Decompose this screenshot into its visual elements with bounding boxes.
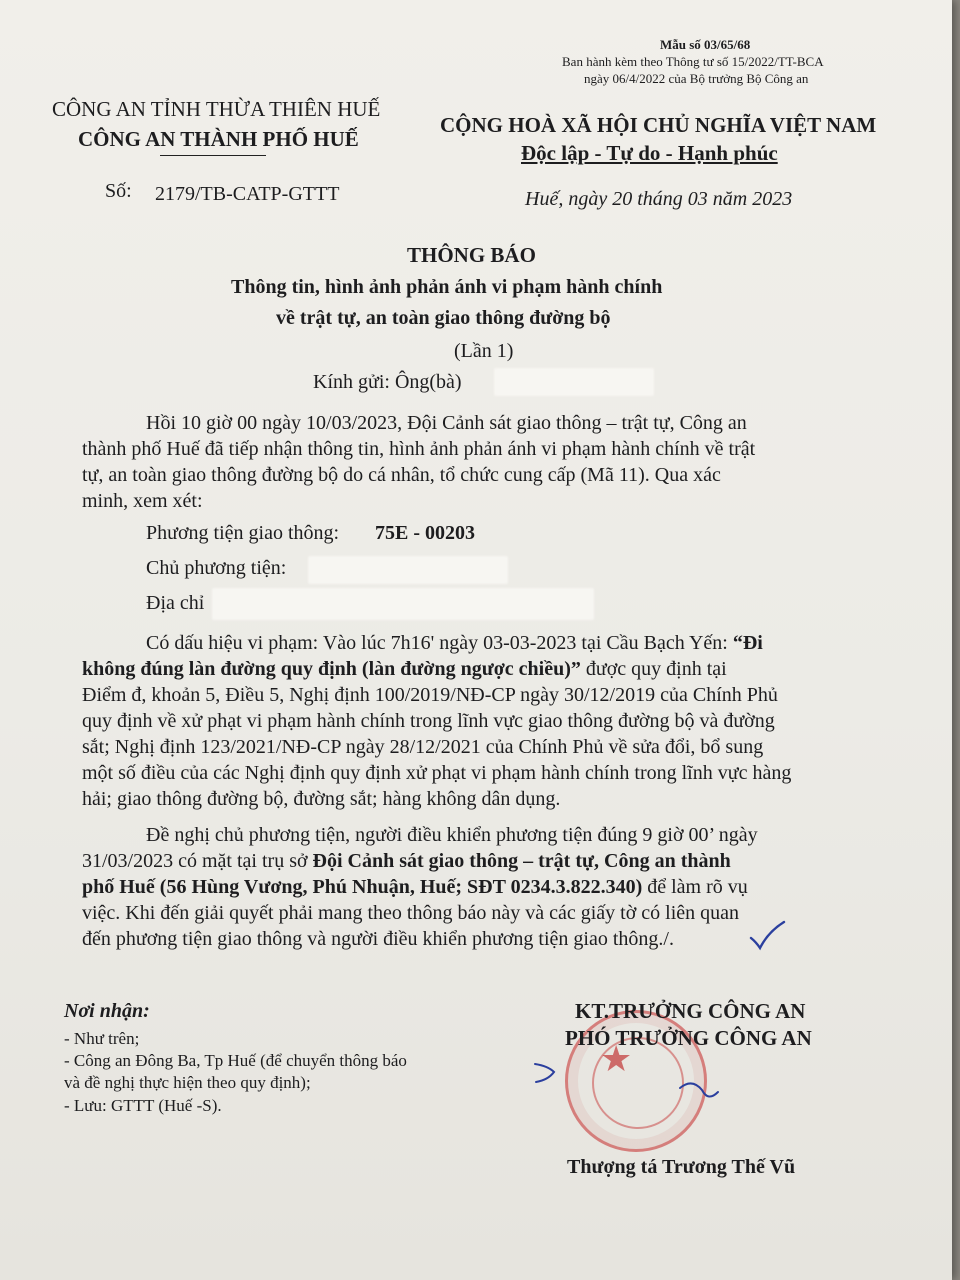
signer-name: Thượng tá Trương Thế Vũ [567, 1156, 796, 1178]
official-seal-icon: ★ [565, 1010, 707, 1152]
pen-check-mark-icon [748, 918, 788, 952]
form-issued-line1: Ban hành kèm theo Thông tư số 15/2022/TT-BCA [562, 54, 824, 69]
request-line-3: phố Huế (56 Hùng Vương, Phú Nhuận, Huế; SĐT 0234.3.822.340) để làm rõ vụ [82, 876, 748, 898]
recipients-title: Nơi nhận: [64, 1000, 150, 1022]
violation-line-7: hải; giao thông đường bộ, đường sắt; hàng không dân dụng. [82, 788, 561, 810]
violation-line-3: Điểm đ, khoản 5, Điều 5, Nghị định 100/2019/NĐ-CP ngày 30/12/2019 của Chính Phủ [82, 684, 778, 706]
owner-label: Chủ phương tiện: [146, 557, 287, 579]
redacted-owner [308, 556, 508, 584]
vehicle-plate: 75E - 00203 [375, 522, 475, 544]
doc-round: (Lần 1) [454, 340, 514, 362]
request-line-2: 31/03/2023 có mặt tại trụ sở Đội Cảnh sát giao thông – trật tự, Công an thành [82, 850, 731, 872]
form-number: Mẫu số 03/65/68 [660, 37, 751, 52]
agency-underline [160, 155, 266, 156]
vehicle-label: Phương tiện giao thông: [146, 522, 340, 544]
nation-name: CỘNG HOÀ XÃ HỘI CHỦ NGHĨA VIỆT NAM [440, 113, 877, 137]
recipients-item-3: và đề nghị thực hiện theo quy định); [64, 1073, 311, 1092]
intro-line-2: thành phố Huế đã tiếp nhận thông tin, hình ảnh phản ánh vi phạm hành chính về trật [82, 438, 756, 460]
agency-parent: CÔNG AN TỈNH THỪA THIÊN HUẾ [52, 97, 381, 121]
intro-line-3: tự, an toàn giao thông đường bộ do cá nhân, tổ chức cung cấp (Mã 11). Qua xác [82, 464, 721, 486]
request-line-1: Đề nghị chủ phương tiện, người điều khiển phương tiện đúng 9 giờ 00’ ngày [146, 824, 758, 846]
redacted-address [212, 588, 594, 620]
recipients-item-2: - Công an Đông Ba, Tp Huế (để chuyển thông báo [64, 1051, 407, 1070]
doc-subtitle-2: về trật tự, an toàn giao thông đường bộ [276, 307, 611, 329]
violation-line-6: một số điều của các Nghị định quy định xử phạt vi phạm hành chính trong lĩnh vực hàng [82, 762, 792, 784]
doc-subtitle-1: Thông tin, hình ảnh phản ánh vi phạm hành chính [231, 276, 663, 298]
recipients-item-4: - Lưu: GTTT (Huế -S). [64, 1096, 222, 1115]
place-date: Huế, ngày 20 tháng 03 năm 2023 [525, 188, 793, 210]
request-line-4: việc. Khi đến giải quyết phải mang theo thông báo này và các giấy tờ có liên quan [82, 902, 740, 924]
intro-line-4: minh, xem xét: [82, 490, 203, 512]
request-line-5: đến phương tiện giao thông và người điều khiển phương tiện giao thông./. [82, 928, 674, 950]
signature-role-1: KT.TRƯỞNG CÔNG AN [575, 999, 806, 1023]
violation-line-2: không đúng làn đường quy định (làn đường ngược chiều)” được quy định tại [82, 658, 727, 680]
doc-number: 2179/TB-CATP-GTTT [155, 183, 340, 205]
nation-motto: Độc lập - Tự do - Hạnh phúc [521, 141, 778, 165]
form-issued-line2: ngày 06/4/2022 của Bộ trưởng Bộ Công an [584, 71, 809, 86]
intro-line-1: Hồi 10 giờ 00 ngày 10/03/2023, Đội Cảnh sát giao thông – trật tự, Công an [146, 412, 747, 434]
signature-role-2: PHÓ TRƯỞNG CÔNG AN [565, 1026, 812, 1050]
redacted-recipient [494, 368, 654, 396]
violation-line-4: quy định về xử phạt vi phạm hành chính trong lĩnh vực giao thông đường bộ và đường [82, 710, 775, 732]
recipients-item-1: - Như trên; [64, 1029, 140, 1048]
violation-line-5: sắt; Nghị định 123/2021/NĐ-CP ngày 28/12/2021 của Chính Phủ về sửa đổi, bổ sung [82, 736, 764, 758]
handwritten-signature-icon [530, 1050, 760, 1120]
doc-title: THÔNG BÁO [407, 243, 536, 267]
doc-number-label: Số: [105, 180, 132, 202]
recipient-label: Kính gửi: Ông(bà) [313, 371, 462, 393]
agency-name: CÔNG AN THÀNH PHỐ HUẾ [78, 127, 359, 151]
violation-line-1: Có dấu hiệu vi phạm: Vào lúc 7h16' ngày 03-03-2023 tại Cầu Bạch Yến: “Đi [146, 632, 763, 654]
address-label: Địa chỉ [146, 592, 205, 614]
